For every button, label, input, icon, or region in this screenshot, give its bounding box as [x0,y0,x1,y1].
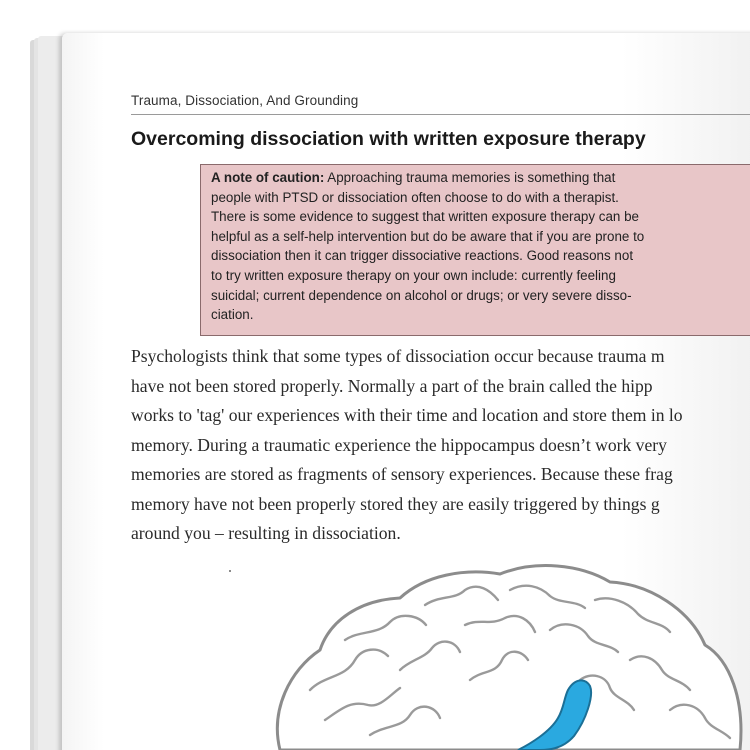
caution-line-5: dissociation then it can trigger dissociative reactions. Good reasons not [211,248,634,264]
body-line-3: works to 'tag' our experiences with their time and location and store them in lo [131,405,683,425]
body-line-7: around you – resulting in dissociation. [131,523,401,543]
caution-line-7: suicidal; current dependence on alcohol or drugs; or very severe disso- [211,287,632,303]
body-line-1: Psychologists think that some types of dissociation occur because trauma m [131,346,665,366]
header-rule [131,114,750,115]
caution-line-8: ciation. [211,307,254,323]
caution-line-6: to try written exposure therapy on your own include: currently feeling [211,267,616,283]
caution-line-4: helpful as a self-help intervention but do be aware that if you are prone to [211,228,645,244]
caution-line-1 [211,168,743,188]
running-header: Trauma, Dissociation, And Grounding [131,93,359,108]
body-paragraph [131,342,750,549]
caution-note [211,168,743,325]
section-title: Overcoming dissociation with written exposure therapy [131,128,646,150]
caution-line-2: people with PTSD or dissociation often choose to do with a therapist. [211,189,619,205]
brain-outline-shape [277,566,741,750]
caution-lead: A note of caution: [211,170,325,185]
caution-line-1-text: Approaching trauma memories is something that [324,170,616,185]
body-line-5: memories are stored as fragments of sensory experiences. Because these frag [131,464,673,484]
stray-mark [229,570,231,572]
body-line-6: memory have not been properly stored they are easily triggered by things g [131,493,660,514]
brain-illustration [250,560,750,750]
caution-line-3: There is some evidence to suggest that written exposure therapy can be [211,209,639,225]
body-line-2: have not been stored properly. Normally a part of the brain called the hipp [131,375,653,396]
body-line-4: memory. During a traumatic experience the hippocampus doesn’t work very [131,434,667,455]
